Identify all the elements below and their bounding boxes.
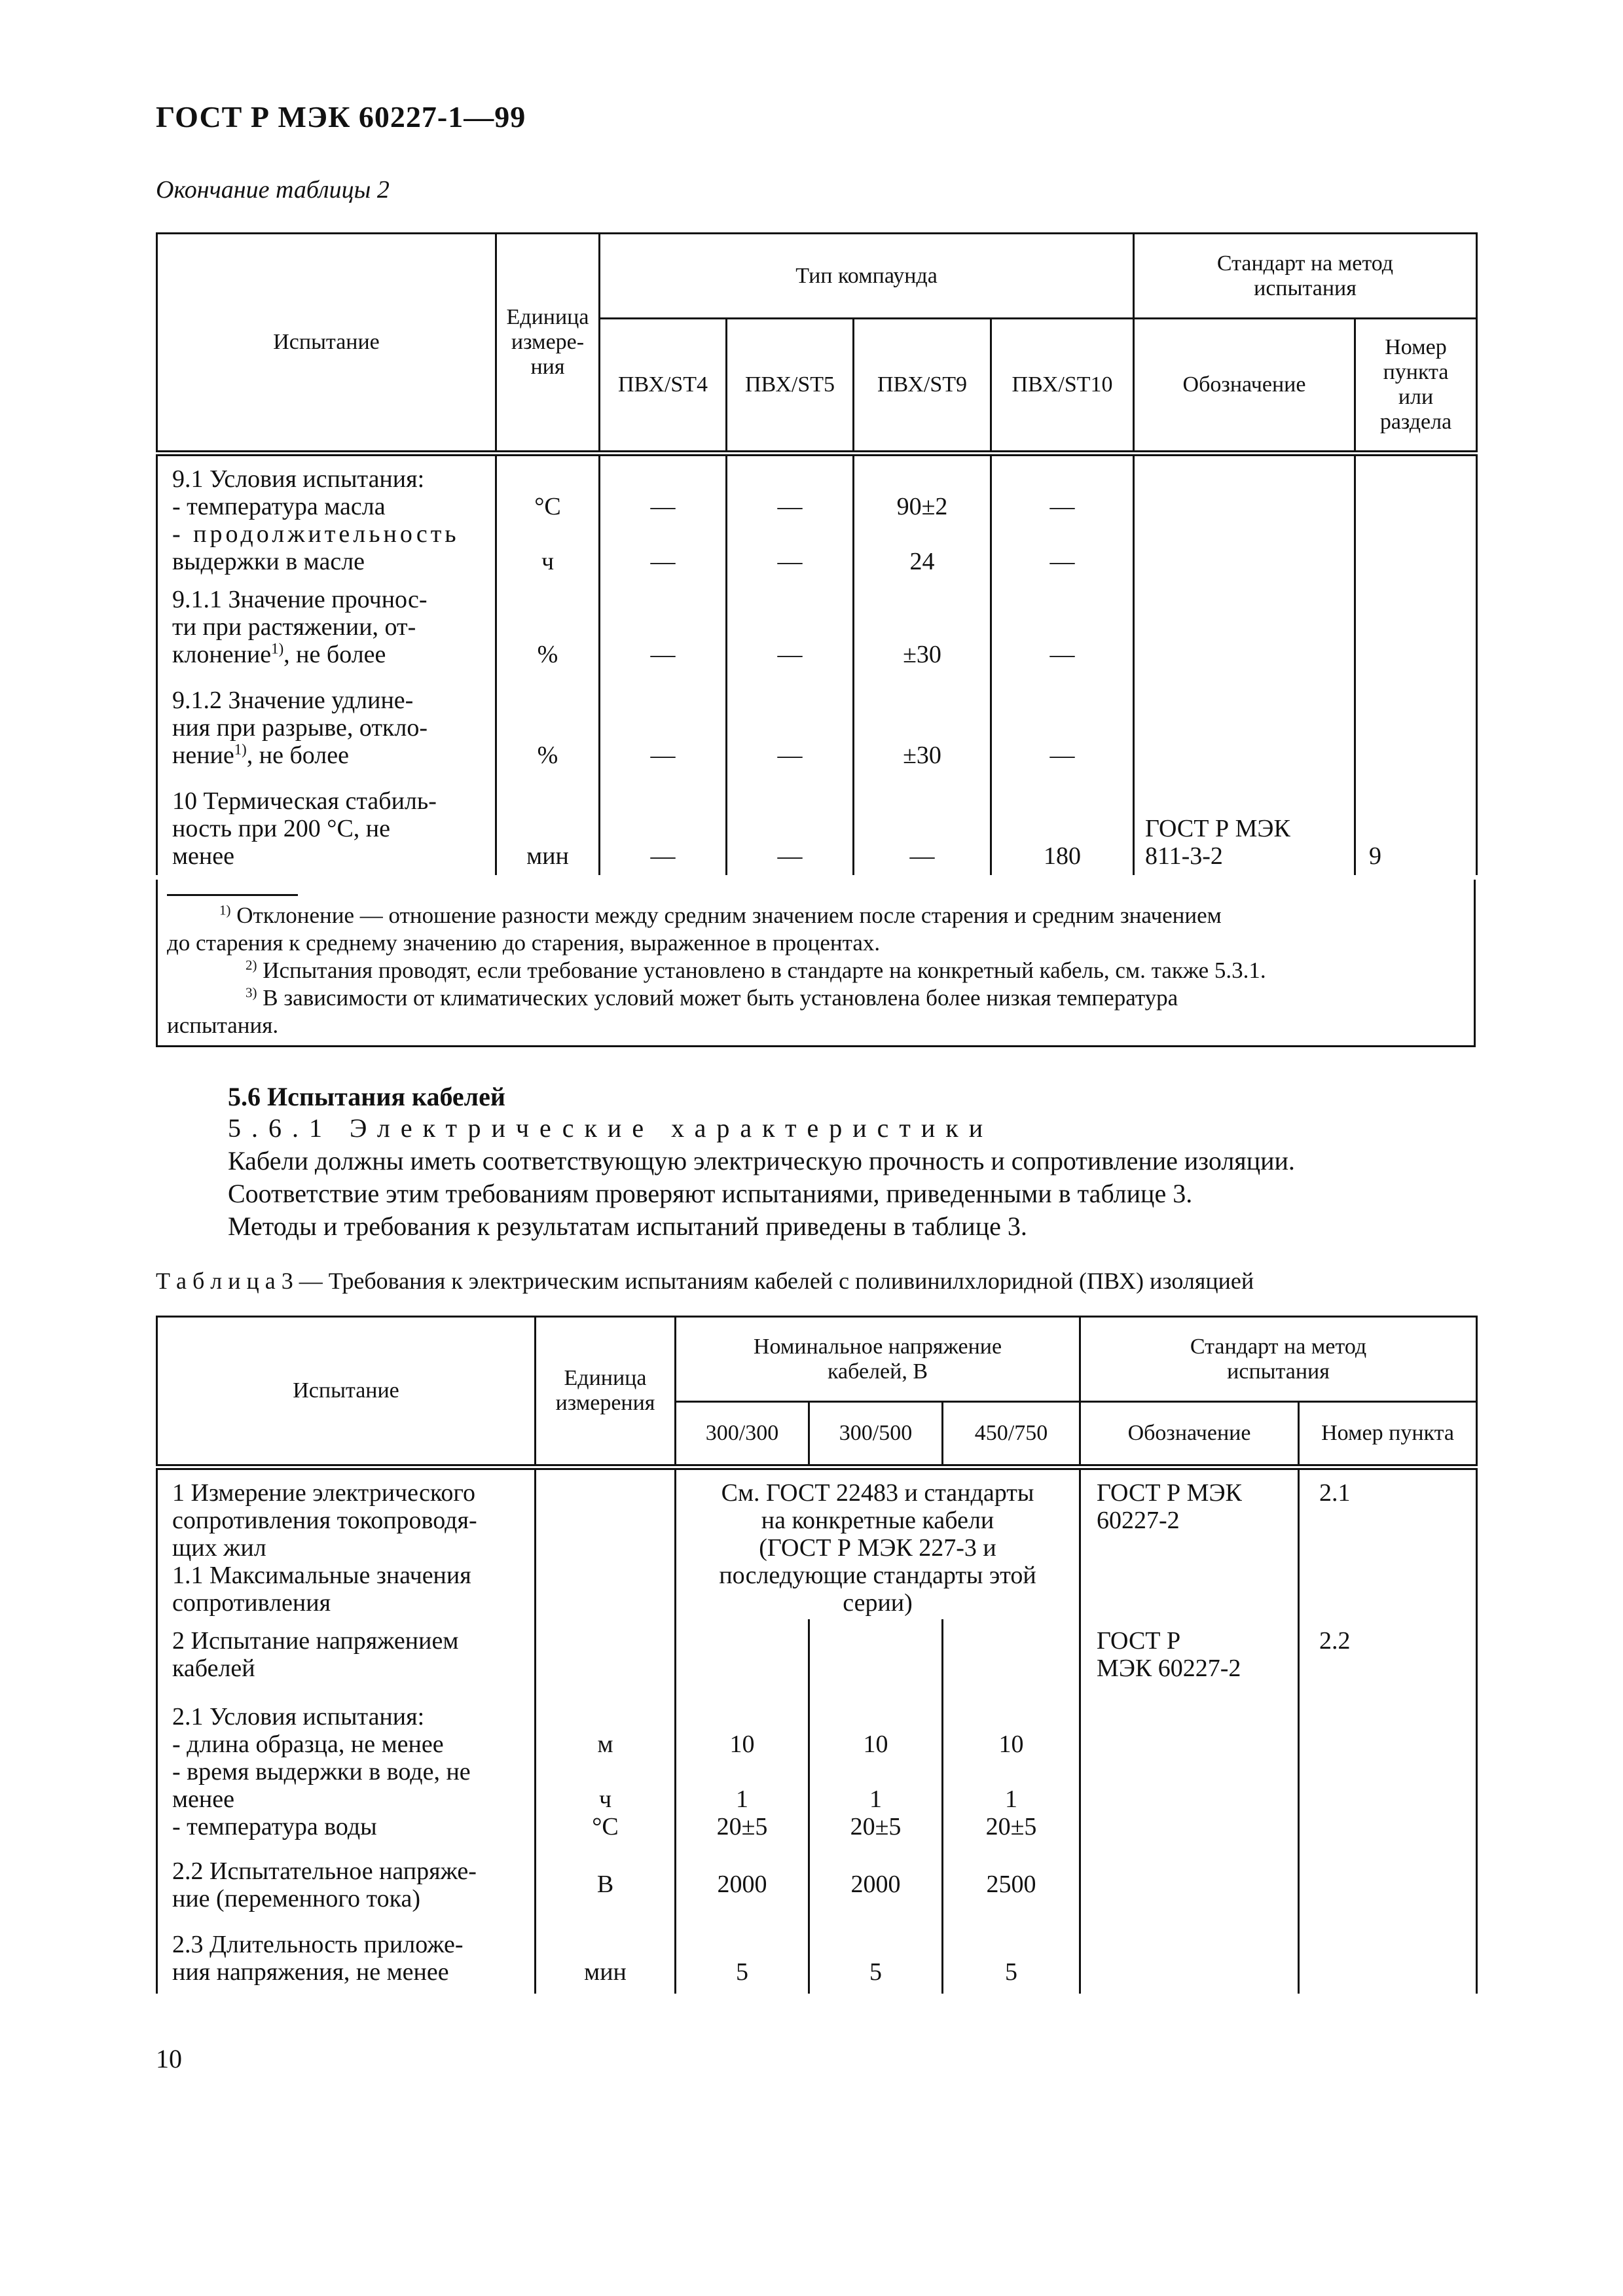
value-cell: 20±5 bbox=[716, 1812, 768, 1840]
row-desc-line: - продолжительность bbox=[172, 520, 460, 548]
table-row bbox=[157, 454, 1477, 578]
value-cell: 2000 bbox=[676, 1850, 809, 1923]
subsection-heading: 5.6.1 Электрические характеристики bbox=[228, 1113, 994, 1143]
row-desc-line: менее bbox=[172, 842, 234, 870]
footnote-3: $^{3)}$ В зависимости от климатических условий может быть установлена более низкая температура bbox=[246, 984, 1178, 1011]
col-header-standard: Стандарт на метод испытания bbox=[1080, 1317, 1477, 1402]
col-header-st10: ПВХ/ST10 bbox=[991, 319, 1134, 454]
table-2-continuation bbox=[156, 232, 1478, 875]
row-desc-line: ния при разрыве, откло- bbox=[172, 713, 428, 742]
table-2-footnotes bbox=[156, 880, 1476, 1047]
row-desc-line: нение$^{1)}$, не более bbox=[172, 740, 349, 769]
row-desc-line: ния напряжения, не менее bbox=[172, 1958, 449, 1986]
col-header-clause: Номер пункта bbox=[1299, 1402, 1477, 1467]
row-desc-line: сопротивления bbox=[172, 1589, 331, 1617]
value-cell: — bbox=[600, 679, 727, 780]
value-cell: 5 bbox=[809, 1923, 943, 1994]
row-desc-line: 9.1 Условия испытания: bbox=[172, 465, 425, 493]
footnote-mark: 1) bbox=[219, 902, 231, 918]
value-cell: — bbox=[991, 679, 1134, 780]
footnote-1: $^{1)}$ Отклонение — отношение разности между средним значением после старения и средним значением bbox=[219, 902, 1222, 928]
footnote-2: $^{2)}$ Испытания проводят, если требование установлено в стандарте на конкретный кабель, см. также 5.3.1. bbox=[246, 957, 1266, 983]
unit-cell: мин bbox=[536, 1923, 676, 1994]
footnote-divider bbox=[167, 894, 298, 896]
col-header-300-300: 300/300 bbox=[676, 1402, 809, 1467]
value-cell: — bbox=[600, 780, 727, 875]
value-cell: 1 bbox=[869, 1785, 882, 1813]
unit-cell: °С bbox=[534, 493, 561, 520]
row-desc-line: выдержки в масле bbox=[172, 548, 365, 575]
value-cell: ±30 bbox=[854, 578, 991, 679]
col-header-test: Испытание bbox=[157, 1317, 536, 1467]
value-cell: 5 bbox=[943, 1923, 1080, 1994]
table-row bbox=[157, 1619, 1477, 1693]
designation-cell: ГОСТ Р МЭК bbox=[1097, 1479, 1242, 1507]
table-3-caption: Т а б л и ц а 3 — Требования к электрическим испытаниям кабелей с поливинилхлоридной (ПВХ) изоляцией bbox=[156, 1268, 1254, 1294]
row-desc-line: менее bbox=[172, 1785, 234, 1813]
value-cell: 180 bbox=[991, 780, 1134, 875]
unit-cell: % bbox=[496, 578, 600, 679]
value-cell: 2500 bbox=[943, 1850, 1080, 1923]
row-desc-line: 2.3 Длительность приложе- bbox=[172, 1930, 464, 1958]
table-row bbox=[157, 1850, 1477, 1923]
value-cell: 10 bbox=[863, 1730, 888, 1758]
value-cell: 90±2 bbox=[896, 493, 948, 520]
footnote-ref: 1) bbox=[271, 639, 284, 656]
col-header-test: Испытание bbox=[157, 234, 496, 454]
row-desc-line: ние (переменного тока) bbox=[172, 1884, 420, 1912]
designation-cell: 811-3-2 bbox=[1145, 842, 1223, 870]
col-header-300-500: 300/500 bbox=[809, 1402, 943, 1467]
value-cell: — bbox=[991, 578, 1134, 679]
col-header-standard: Стандарт на метод испытания bbox=[1134, 234, 1477, 319]
body-paragraph: Кабели должны иметь соответствующую электрическую прочность и сопротивление изоляции. bbox=[228, 1146, 1295, 1175]
table-row bbox=[157, 1923, 1477, 1994]
clause-cell: 2.1 bbox=[1299, 1467, 1477, 1619]
row-desc-line: 1 Измерение электрического bbox=[172, 1479, 476, 1507]
row-desc-line: 2.1 Условия испытания: bbox=[172, 1702, 425, 1731]
row-desc-line: - температура воды bbox=[172, 1812, 377, 1840]
footnote-mark: 2) bbox=[246, 957, 257, 973]
row-desc-line: 2.2 Испытательное напряже- bbox=[172, 1857, 477, 1885]
unit-cell: ч bbox=[541, 548, 555, 575]
row-desc-line: щих жил bbox=[172, 1534, 266, 1562]
col-header-450-750: 450/750 bbox=[943, 1402, 1080, 1467]
col-header-designation: Обозначение bbox=[1134, 319, 1355, 454]
value-cell: 24 bbox=[909, 548, 935, 575]
value-cell: — bbox=[727, 780, 854, 875]
value-cell: — bbox=[650, 548, 676, 575]
unit-cell: °С bbox=[592, 1812, 619, 1840]
footnote-mark: 3) bbox=[246, 984, 257, 1001]
value-cell: 1 bbox=[1005, 1785, 1018, 1813]
page-number: 10 bbox=[156, 2044, 182, 2073]
section-heading: 5.6 Испытания кабелей bbox=[228, 1082, 505, 1111]
row-desc-line: кабелей bbox=[172, 1654, 255, 1682]
table-3 bbox=[156, 1316, 1478, 1994]
value-cell: 2000 bbox=[809, 1850, 943, 1923]
body-paragraph: Соответствие этим требованиям проверяют испытаниями, приведенными в таблице 3. bbox=[228, 1179, 1193, 1208]
value-cell: — bbox=[1049, 493, 1075, 520]
footnote-3-cont: испытания. bbox=[167, 1013, 279, 1038]
col-header-st5: ПВХ/ST5 bbox=[727, 319, 854, 454]
row-desc-line: клонение$^{1)}$, не более bbox=[172, 639, 386, 668]
merged-reference-cell: См. ГОСТ 22483 и стандарты на конкретные кабели (ГОСТ Р МЭК 227-3 и последующие стандарты этой серии) bbox=[676, 1467, 1080, 1619]
row-desc-line: - время выдержки в воде, не bbox=[172, 1757, 471, 1785]
value-cell: — bbox=[727, 679, 854, 780]
col-header-unit: Единица измере-ния bbox=[496, 234, 600, 454]
table-row bbox=[157, 1467, 1477, 1619]
value-cell: 1 bbox=[736, 1785, 748, 1813]
row-desc-line: - длина образца, не менее bbox=[172, 1730, 444, 1758]
row-desc-line: ность при 200 °С, не bbox=[172, 814, 391, 842]
row-desc-line: 2 Испытание напряжением bbox=[172, 1626, 459, 1655]
footnote-ref: 1) bbox=[234, 740, 247, 757]
designation-cell: МЭК 60227-2 bbox=[1097, 1654, 1241, 1682]
designation-cell: ГОСТ Р bbox=[1097, 1626, 1181, 1655]
col-header-unit: Единица измерения bbox=[536, 1317, 676, 1467]
table-row bbox=[157, 578, 1477, 679]
clause-cell: 9 bbox=[1355, 780, 1477, 875]
row-desc-line: ти при растяжении, от- bbox=[172, 613, 416, 641]
value-cell: 20±5 bbox=[850, 1812, 902, 1840]
unit-cell: ч bbox=[598, 1785, 612, 1813]
table-continuation-caption: Окончание таблицы 2 bbox=[156, 176, 390, 204]
col-header-designation: Обозначение bbox=[1080, 1402, 1299, 1467]
value-cell: — bbox=[777, 493, 803, 520]
unit-cell: В bbox=[536, 1850, 676, 1923]
designation-cell: 60227-2 bbox=[1097, 1507, 1180, 1534]
value-cell: — bbox=[727, 578, 854, 679]
value-cell: — bbox=[777, 548, 803, 575]
table-row bbox=[157, 1693, 1477, 1850]
row-desc-line: 9.1.2 Значение удлине- bbox=[172, 686, 414, 714]
col-header-clause: Номер пункта или раздела bbox=[1355, 319, 1477, 454]
unit-cell: м bbox=[597, 1730, 613, 1758]
row-desc-line: сопротивления токопроводя- bbox=[172, 1507, 477, 1534]
body-paragraph: Методы и требования к результатам испытаний приведены в таблице 3. bbox=[228, 1211, 1027, 1241]
col-header-voltage: Номинальное напряжение кабелей, В bbox=[676, 1317, 1080, 1402]
table-row bbox=[157, 679, 1477, 780]
col-header-st4: ПВХ/ST4 bbox=[600, 319, 727, 454]
row-desc-line: - температура масла bbox=[172, 493, 386, 520]
col-header-compound-type: Тип компаунда bbox=[600, 234, 1134, 319]
value-cell: — bbox=[1049, 548, 1075, 575]
row-desc-line: 10 Термическая стабиль- bbox=[172, 787, 437, 815]
value-cell: — bbox=[600, 578, 727, 679]
value-cell: 5 bbox=[676, 1923, 809, 1994]
col-header-st9: ПВХ/ST9 bbox=[854, 319, 991, 454]
footnote-1-cont: до старения к среднему значению до старения, выраженное в процентах. bbox=[167, 930, 881, 956]
unit-cell: мин bbox=[496, 780, 600, 875]
value-cell: — bbox=[650, 493, 676, 520]
value-cell: 20±5 bbox=[985, 1812, 1037, 1840]
row-desc-line: 9.1.1 Значение прочнос- bbox=[172, 585, 428, 613]
table-row bbox=[157, 780, 1477, 875]
value-cell: — bbox=[854, 780, 991, 875]
value-cell: 10 bbox=[729, 1730, 755, 1758]
value-cell: ±30 bbox=[854, 679, 991, 780]
row-desc-line: 1.1 Максимальные значения bbox=[172, 1562, 471, 1589]
value-cell: 10 bbox=[998, 1730, 1024, 1758]
unit-cell: % bbox=[496, 679, 600, 780]
designation-cell: ГОСТ Р МЭК bbox=[1145, 814, 1290, 842]
clause-cell: 2.2 bbox=[1299, 1619, 1477, 1693]
document-title: ГОСТ Р МЭК 60227-1—99 bbox=[156, 100, 526, 134]
